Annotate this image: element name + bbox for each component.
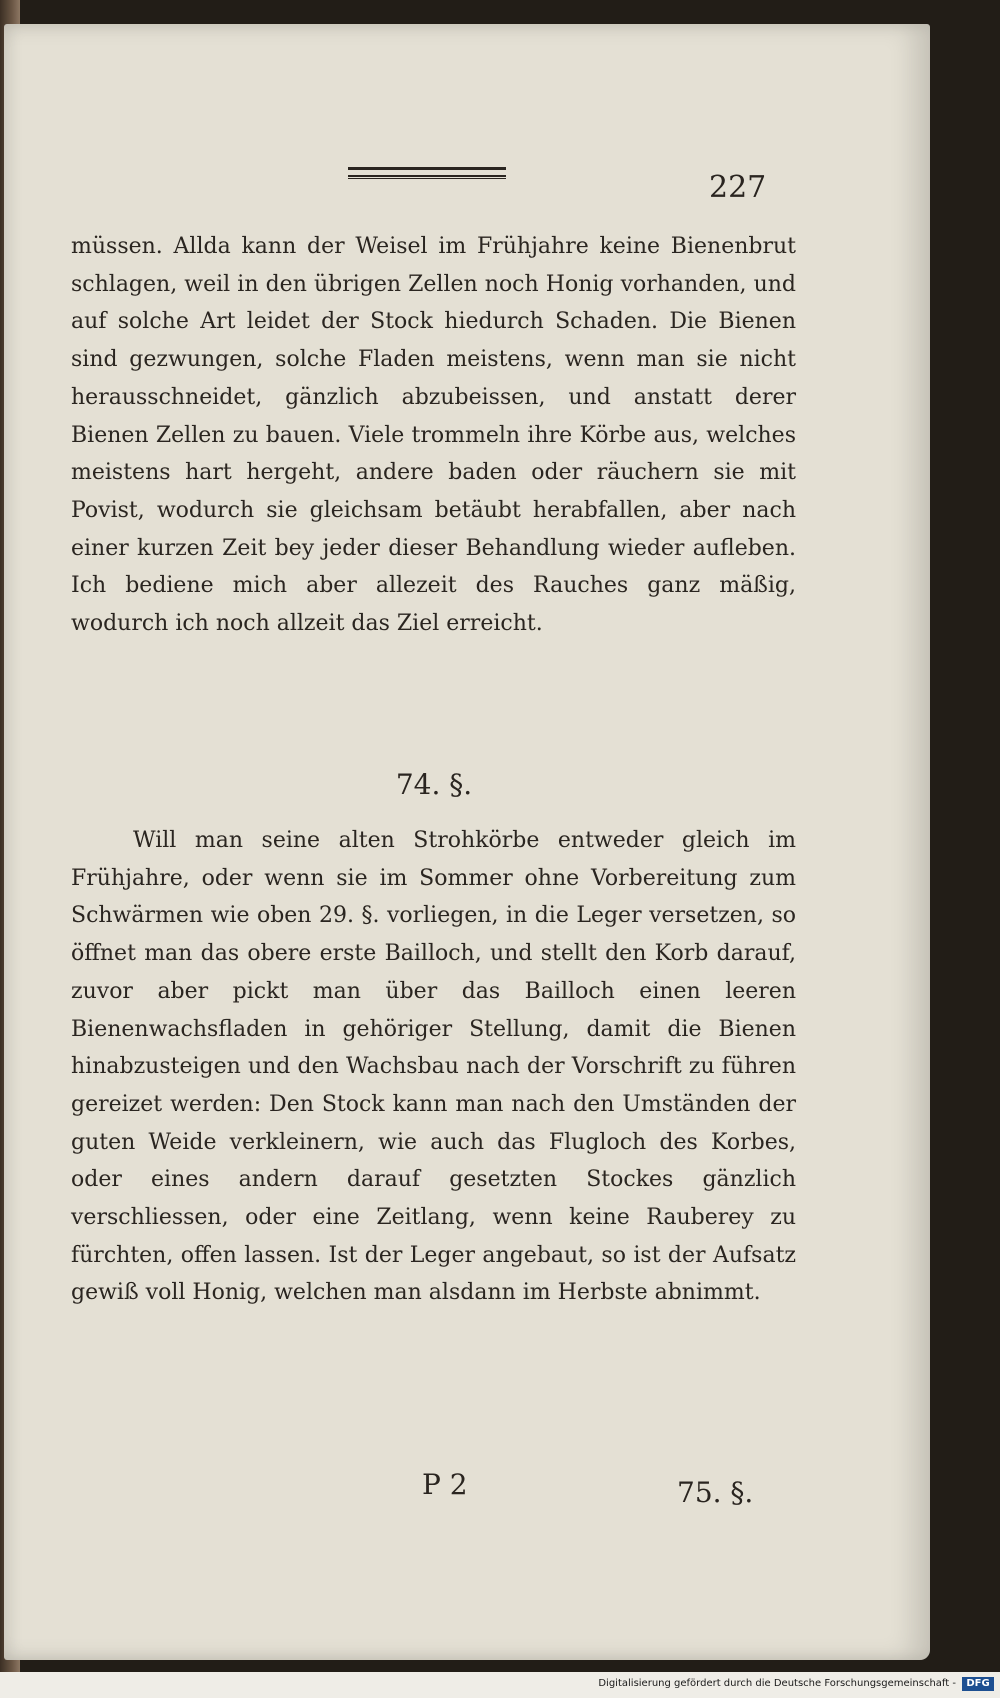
footer-credit: Digitalisierung gefördert durch die Deutsche Forschungsgemeinschaft -	[598, 1678, 956, 1689]
page-number: 227	[709, 170, 767, 205]
paragraph-2: Will man seine alten Strohkörbe entweder gleich im Frühjahre, oder wenn sie im Sommer ohne Vorbereitung zum Schwärmen wie oben 29. §. vorliegen, in die Leger versetzen, so öffnet man das obere erste Bailloch, und stellt den Korb darauf, zuvor aber pickt man über das Bailloch einen leeren Bienenwachsfladen in gehöriger Stellung, damit die Bienen hinabzusteigen und den Wachsbau nach der Vorschrift zu führen gereizet werden: Den Stock kann man nach den Umständen der guten Weide verkleinern, wie auch das Flugloch des Korbes, oder eines andern darauf gesetzten Stockes gänzlich verschliessen, oder eine Zeitlang, wenn keine Rauberey zu fürchten, offen lassen. Ist der Leger angebaut, so ist der Aufsatz gewiß voll Honig, welchen man alsdann im Herbste abnimmt.	[71, 828, 796, 1306]
section-heading: 74. §.	[395, 768, 473, 801]
header-rule	[348, 167, 506, 177]
digitization-footer	[0, 1672, 1000, 1698]
signature-mark: P 2	[422, 1468, 468, 1501]
paragraph-1: müssen. Allda kann der Weisel im Frühjahre keine Bienenbrut schlagen, weil in den übrigen Zellen noch Honig vorhanden, und auf solche Art leidet der Stock hiedurch Schaden. Die Bienen sind gezwungen, solche Fladen meistens, wenn man sie nicht herausschneidet, gänzlich abzubeissen, und anstatt derer Bienen Zellen zu bauen. Viele trommeln ihre Körbe aus, welches meistens hart hergeht, andere baden oder räuchern sie mit Povist, wodurch sie gleichsam betäubt herabfallen, aber nach einer kurzen Zeit bey jeder dieser Behandlung wieder aufleben. Ich bediene mich aber allezeit des Rauches ganz mäßig, wodurch ich noch allzeit das Ziel erreicht.	[71, 234, 796, 637]
dfg-logo: DFG	[962, 1677, 994, 1691]
book-page	[4, 24, 930, 1660]
catchword: 75. §.	[677, 1476, 754, 1509]
header-rule-thin-line	[348, 178, 506, 179]
